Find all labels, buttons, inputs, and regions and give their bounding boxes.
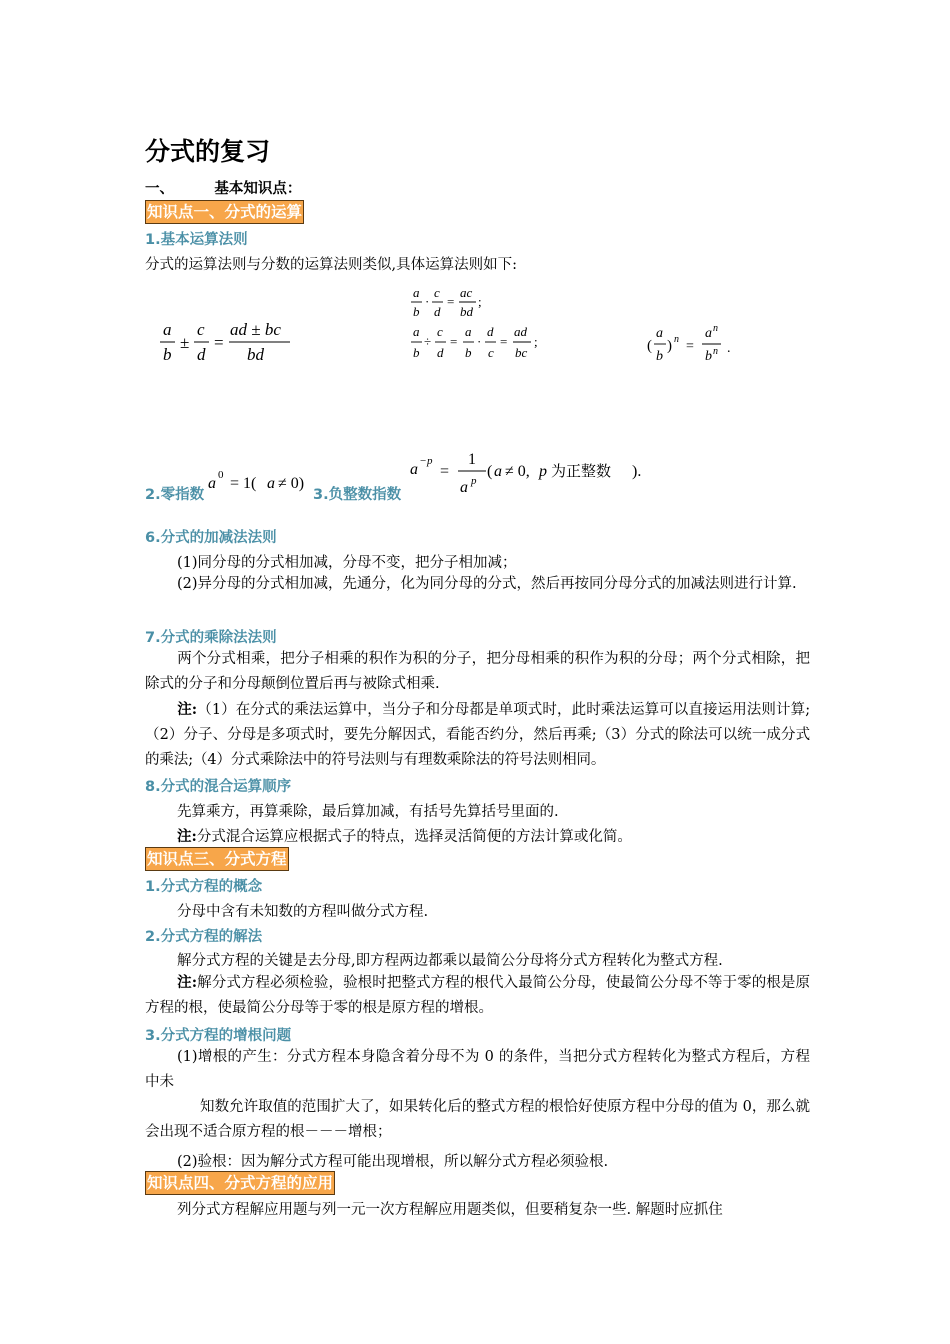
- svg-text:ac: ac: [460, 285, 473, 300]
- negative-exponent-formula: [408, 450, 648, 502]
- svg-text:ad ± bc: ad ± bc: [230, 320, 281, 339]
- svg-text:bd: bd: [247, 345, 264, 364]
- svg-text:c: c: [437, 324, 443, 339]
- svg-text:(: (: [647, 338, 652, 354]
- knowledge-point-1-banner: 知识点一、分式的运算: [145, 200, 304, 224]
- svg-text:n: n: [713, 323, 718, 334]
- section-heading: [145, 177, 301, 198]
- svg-text:=: =: [450, 334, 458, 349]
- zero-exponent-formula: [208, 466, 314, 496]
- section-label: 基本知识点：: [214, 181, 302, 197]
- svg-text:).: ).: [632, 463, 642, 480]
- svg-text:bd: bd: [460, 304, 473, 319]
- basic-rules-heading: 1.基本运算法则: [145, 232, 248, 248]
- svg-text:c: c: [197, 320, 205, 339]
- note-label: 注:: [177, 828, 197, 845]
- svg-text:a: a: [208, 475, 216, 492]
- add-subtract-rule-heading: 6.分式的加减法法则: [145, 530, 277, 546]
- note-label: 注:: [177, 974, 198, 991]
- knowledge-point-4-banner: 知识点四、分式方程的应用: [145, 1171, 335, 1195]
- extraneous-root-text-1: (1)增根的产生：分式方程本身隐含着分母不为 0 的条件，当把分式方程转化为整式方程后，方程中未: [145, 1049, 810, 1090]
- svg-text:a: a: [460, 479, 468, 496]
- svg-text:(: (: [487, 463, 493, 480]
- svg-text:c: c: [434, 285, 440, 300]
- svg-text:b: b: [465, 345, 472, 360]
- mixed-operation-heading: 8.分式的混合运算顺序: [145, 779, 292, 795]
- svg-text:b: b: [163, 345, 172, 364]
- svg-text:p: p: [427, 455, 433, 467]
- svg-text:−: −: [420, 455, 427, 467]
- svg-text:·: ·: [477, 334, 482, 349]
- svg-text:a: a: [267, 475, 275, 492]
- negative-exponent-label: 3.负整数指数: [313, 487, 402, 503]
- svg-text:±: ±: [180, 333, 190, 352]
- svg-text:p: p: [539, 463, 547, 480]
- svg-text:): ): [667, 338, 672, 354]
- svg-text:d: d: [434, 304, 441, 319]
- root-verification-text: (2)验根：因为解分式方程可能出现增根，所以解分式方程必须验根.: [177, 1154, 609, 1170]
- svg-text:≠ 0): ≠ 0): [278, 475, 305, 492]
- svg-text:0: 0: [218, 469, 224, 481]
- note-label: 注:: [177, 701, 198, 718]
- svg-text:a: a: [413, 324, 420, 339]
- application-text: 列分式方程解应用题与列一元一次方程解应用题类似，但要稍复杂一些. 解题时应抓住: [177, 1202, 723, 1218]
- svg-text:n: n: [674, 334, 679, 345]
- mixed-operation-note: 注:分式混合运算应根据式子的特点，选择灵活简便的方法计算或化简。: [177, 828, 632, 845]
- svg-text:≠ 0,: ≠ 0,: [505, 463, 530, 480]
- svg-text:a: a: [413, 285, 420, 300]
- equation-concept-heading: 1.分式方程的概念: [145, 879, 263, 895]
- extraneous-root-heading: 3.分式方程的增根问题: [145, 1028, 292, 1044]
- add-subtract-formula: [158, 316, 298, 368]
- knowledge-point-3-banner: 知识点三、分式方程: [145, 847, 289, 871]
- svg-text:b: b: [705, 349, 712, 364]
- svg-text:b: b: [413, 345, 420, 360]
- extraneous-root-text-2: 知数允许取值的范围扩大了，如果转化后的整式方程的根恰好使原方程中分母的值为 0，那么就会出现不适合原方程的根－－－增根；: [145, 1099, 810, 1140]
- equation-solving-heading: 2.分式方程的解法: [145, 929, 263, 945]
- basic-rules-intro: 分式的运算法则与分数的运算法则类似,具体运算法则如下:: [145, 257, 517, 273]
- svg-text:b: b: [413, 304, 420, 319]
- svg-text:a: a: [656, 326, 663, 341]
- svg-text:a: a: [410, 461, 418, 478]
- svg-text:d: d: [437, 345, 444, 360]
- multiply-divide-rule-heading: 7.分式的乘除法法则: [145, 630, 277, 646]
- mixed-operation-order: 先算乘方，再算乘除，最后算加减，有括号先算括号里面的.: [177, 804, 559, 820]
- multiply-divide-rule-text: 两个分式相乘，把分子相乘的积作为积的分子，把分母相乘的积作为积的分母；两个分式相除，把除式的分子和分母颠倒位置后再与被除式相乘.: [145, 651, 810, 692]
- svg-text:a: a: [163, 320, 172, 339]
- svg-text:= 1(: = 1(: [230, 475, 257, 492]
- svg-text:=: =: [500, 334, 508, 349]
- svg-text:c: c: [488, 345, 494, 360]
- svg-text:=: =: [686, 339, 694, 354]
- svg-text:d: d: [487, 324, 494, 339]
- svg-text:;: ;: [534, 334, 538, 349]
- svg-text:d: d: [197, 345, 206, 364]
- svg-text:b: b: [656, 349, 663, 364]
- multiply-divide-note: 注:（1）在分式的乘法运算中，当分子和分母都是单项式时，此时乘法运算可以直接运用法则计算;（2）分子、分母是多项式时，要先分解因式，看能否约分，然后再乘;（3）分式的除法可以统一成分式的乘法;（4）分式乘除法中的符号法则与有理数乘除法的符号法则相同。: [145, 701, 810, 768]
- svg-text:·: ·: [425, 294, 430, 309]
- multiply-formula: [410, 283, 500, 321]
- equation-solving-note: 注:解分式方程必须检验，验根时把整式方程的根代入最简公分母，使最简公分母不等于零的根是原方程的根，使最简公分母等于零的根是原方程的增根。: [145, 974, 810, 1016]
- svg-text:p: p: [471, 475, 477, 487]
- section-number: 一、: [145, 181, 174, 197]
- svg-text:ad: ad: [514, 324, 527, 339]
- zero-exponent-label: 2.零指数: [145, 487, 205, 503]
- svg-text:=: =: [447, 294, 455, 309]
- svg-text:.: .: [727, 341, 731, 356]
- equation-solving-text: 解分式方程的关键是去分母,即方程两边都乘以最简公分母将分式方程转化为整式方程.: [177, 953, 723, 969]
- svg-text:=: =: [440, 463, 450, 480]
- svg-text:=: =: [214, 333, 224, 352]
- page-title: 分式的复习: [145, 137, 271, 166]
- svg-text:a: a: [705, 326, 712, 341]
- svg-text:bc: bc: [515, 345, 528, 360]
- power-formula: [645, 320, 745, 368]
- divide-formula: [410, 321, 550, 363]
- negative-exponent-condition: 为正整数: [551, 462, 612, 480]
- svg-text:1: 1: [468, 451, 476, 468]
- equation-concept-text: 分母中含有未知数的方程叫做分式方程.: [177, 904, 429, 920]
- svg-text:;: ;: [478, 294, 482, 309]
- svg-text:÷: ÷: [424, 334, 432, 349]
- add-subtract-rule-1: (1)同分母的分式相加减，分母不变，把分子相加减；: [177, 555, 517, 571]
- svg-text:n: n: [713, 346, 718, 357]
- add-subtract-rule-2: (2)异分母的分式相加减，先通分，化为同分母的分式，然后再按同分母分式的加减法则进行计算.: [177, 576, 797, 592]
- svg-text:a: a: [465, 324, 472, 339]
- svg-text:a: a: [494, 463, 502, 480]
